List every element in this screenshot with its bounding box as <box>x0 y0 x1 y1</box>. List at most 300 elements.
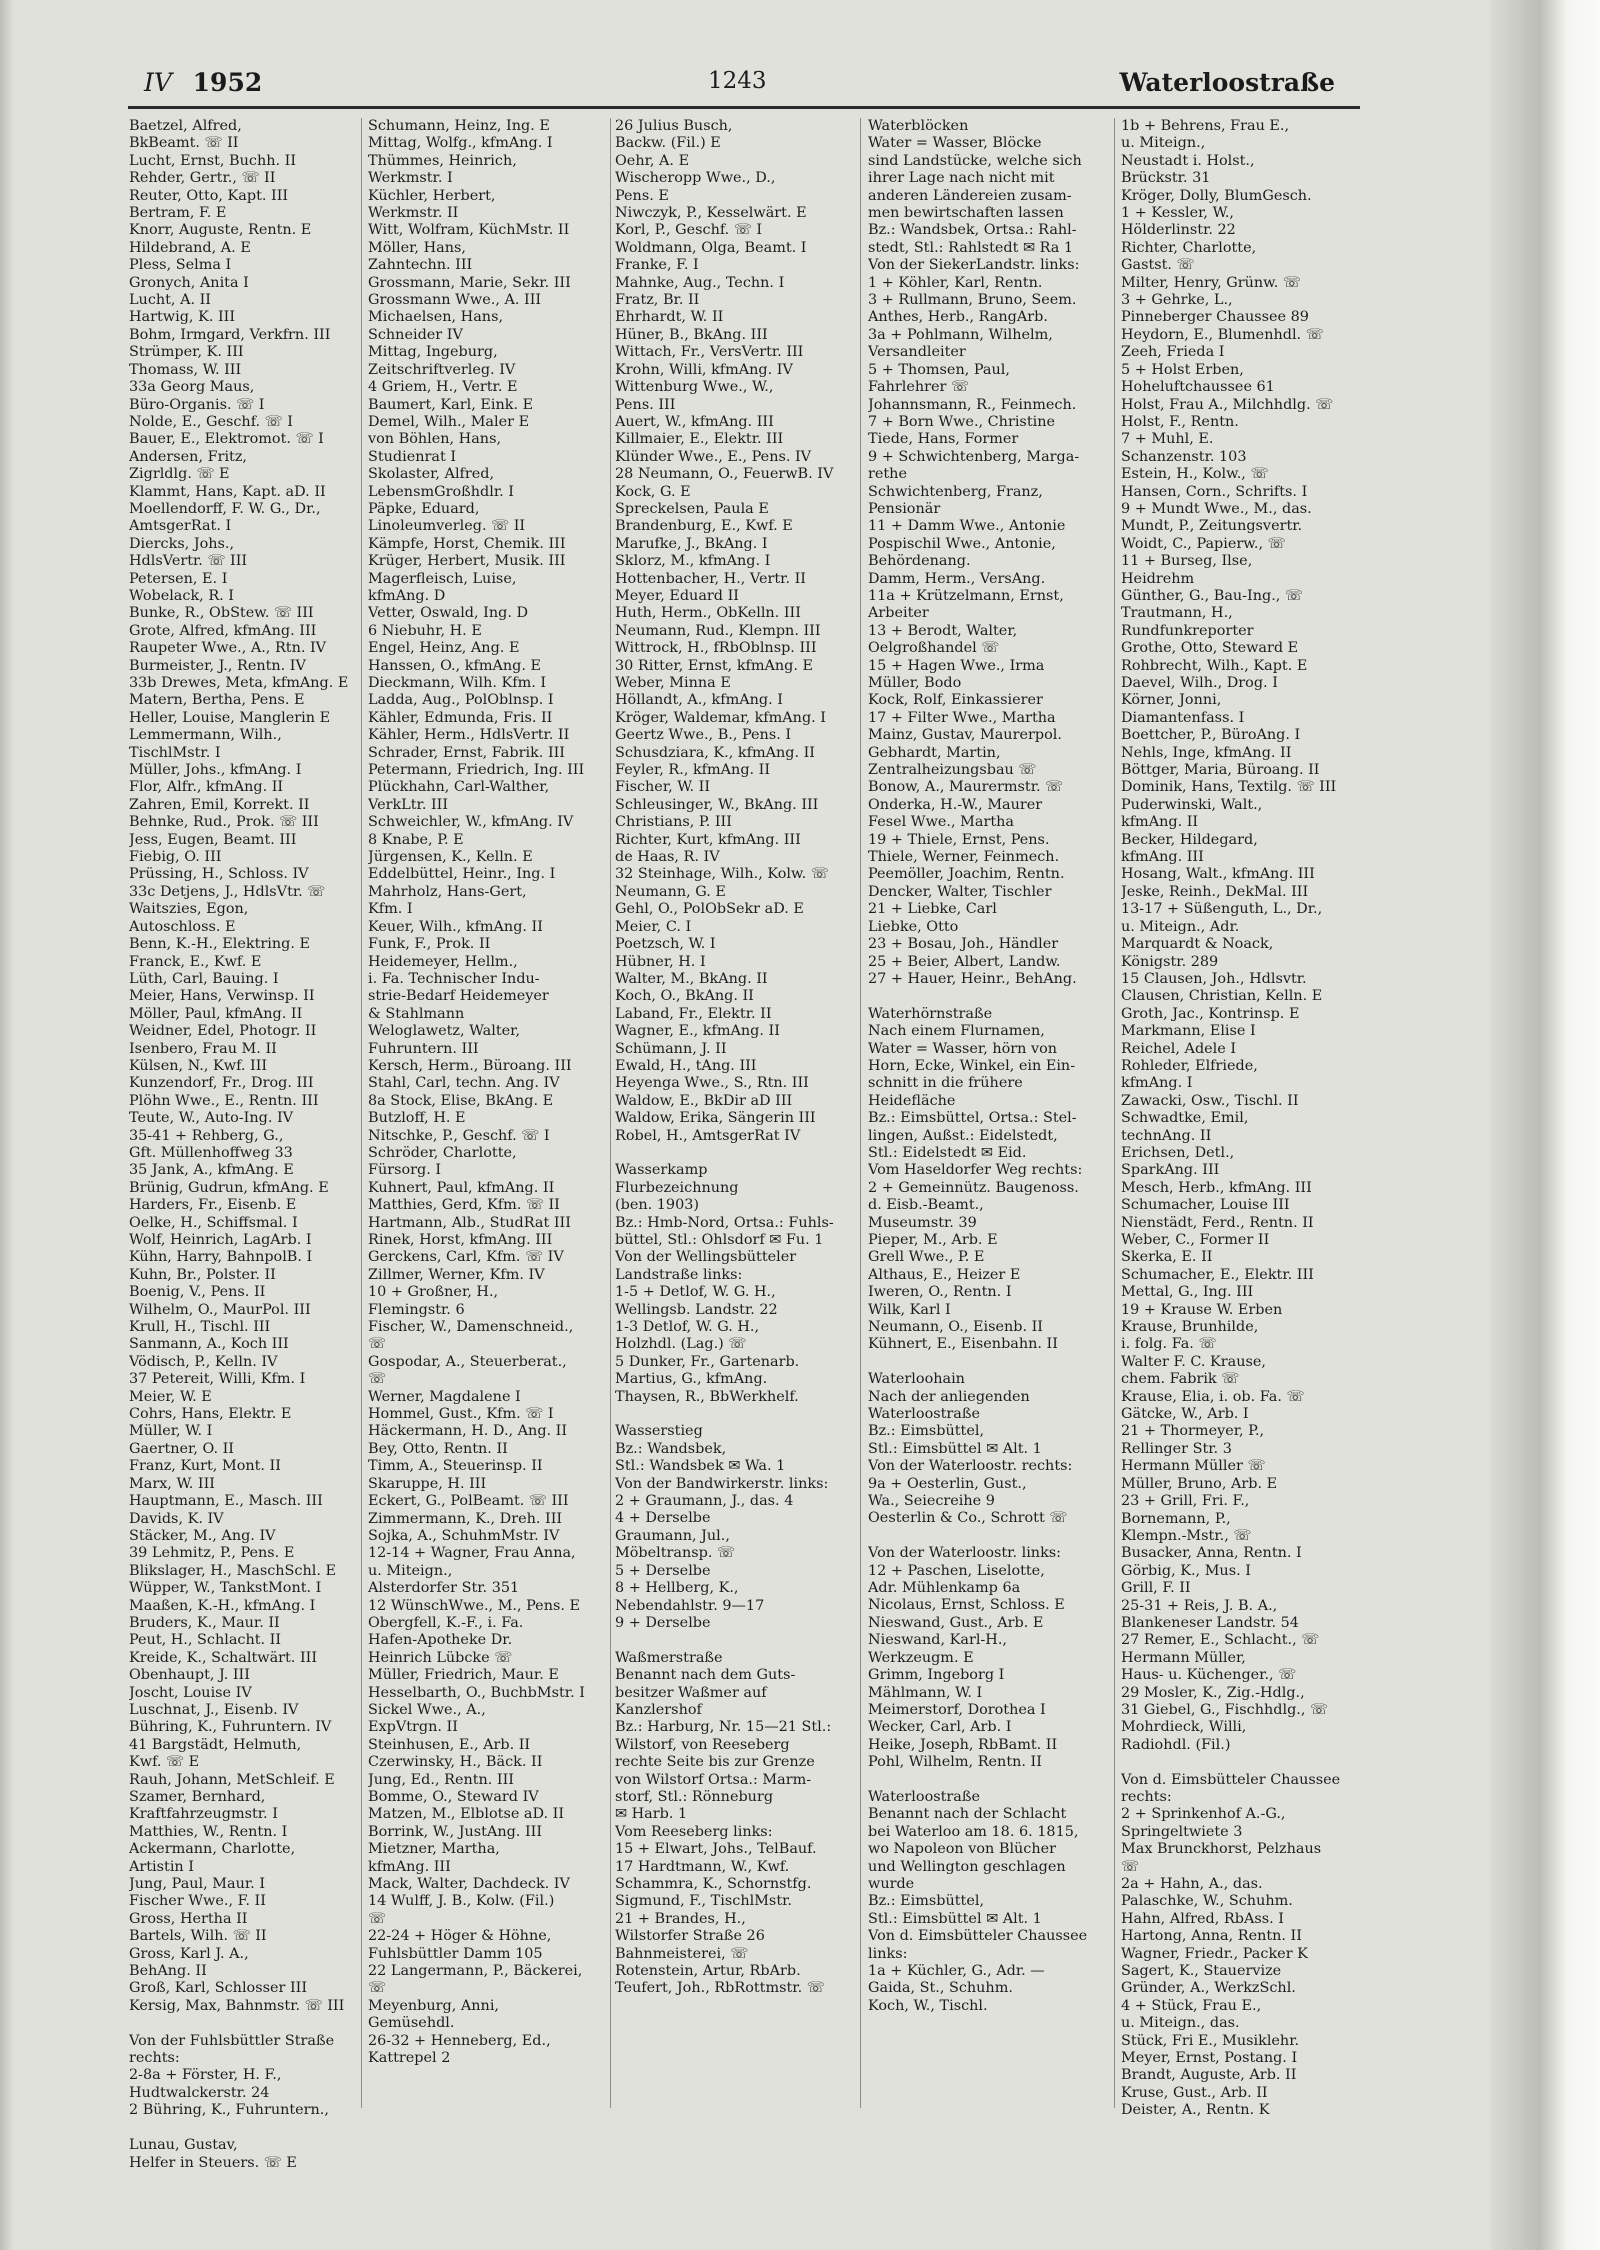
directory-line: Jung, Ed., Rentn. III <box>368 1771 514 1788</box>
directory-line: 25 + Beier, Albert, Landw. <box>868 953 1061 970</box>
directory-line: Lemmermann, Wilh., <box>129 727 282 744</box>
column-divider <box>1114 118 1115 2108</box>
directory-line: Kuhn, Br., Polster. II <box>129 1266 276 1283</box>
directory-line: Mundt, P., Zeitungsvertr. <box>1121 518 1303 535</box>
directory-line: Butzloff, H. E <box>368 1110 466 1127</box>
directory-line: Isenbero, Frau M. II <box>129 1040 277 1057</box>
directory-line: Von d. Eimsbütteler Chaussee <box>1121 1771 1341 1788</box>
directory-line: Wilstorf, von Reeseberg <box>615 1736 790 1753</box>
directory-line: Marufke, J., BkAng. I <box>615 535 768 552</box>
directory-line: Petersen, E. I <box>129 570 228 587</box>
directory-line: Klempn.-Mstr., ☏ <box>1121 1527 1252 1544</box>
directory-line: Reichel, Adele I <box>1121 1040 1237 1057</box>
directory-line: Wellingsb. Landstr. 22 <box>615 1301 778 1318</box>
directory-line: Fischer Wwe., F. II <box>129 1893 266 1910</box>
directory-line: von Böhlen, Hans, <box>368 431 502 448</box>
directory-line: Skolaster, Alfred, <box>368 466 495 483</box>
directory-line: Oehr, A. E <box>615 152 690 169</box>
directory-line: Pohl, Wilhelm, Rentn. II <box>868 1754 1042 1771</box>
directory-line: Walter F. C. Krause, <box>1121 1353 1266 1370</box>
directory-line <box>1121 1754 1355 1771</box>
directory-line: Dominik, Hans, Textilg. ☏ III <box>1121 779 1337 796</box>
directory-line: kfmAng. III <box>368 1858 451 1875</box>
directory-line: 22 Langermann, P., Bäckerei, <box>368 1963 583 1980</box>
directory-line: Schleusinger, W., BkAng. III <box>615 796 819 813</box>
directory-line: Wecker, Carl, Arb. I <box>868 1719 1012 1736</box>
directory-line: Landstraße links: <box>615 1266 743 1283</box>
directory-line: Möller, Paul, kfmAng. II <box>129 1005 303 1022</box>
directory-line: Water = Wasser, hörn von <box>868 1040 1058 1057</box>
directory-line: 4 + Derselbe <box>615 1510 711 1527</box>
directory-line: Koch, W., Tischl. <box>868 1997 988 2014</box>
directory-line: Ewald, H., tAng. III <box>615 1057 757 1074</box>
directory-line: Heinrich Lübcke ☏ <box>368 1649 513 1666</box>
directory-line: wurde <box>868 1875 915 1892</box>
directory-line: Fuhlsbüttler Damm 105 <box>368 1945 543 1962</box>
directory-line: Killmaier, E., Elektr. III <box>615 431 784 448</box>
directory-line: Skerka, E. II <box>1121 1249 1213 1266</box>
directory-line: Heydorn, E., Blumenhdl. ☏ <box>1121 326 1324 343</box>
directory-line: 26 Julius Busch, <box>615 118 733 134</box>
directory-line: AmtsgerRat. I <box>129 518 232 535</box>
header-page-number: 1243 <box>708 68 767 94</box>
directory-column-5 <box>1121 118 1355 2120</box>
directory-line: Wilstorfer Straße 26 <box>615 1928 765 1945</box>
directory-line: 2 + Gemeinnütz. Baugenoss. <box>868 1179 1079 1196</box>
directory-line: Richter, Kurt, kfmAng. III <box>615 831 801 848</box>
directory-line: Stl.: Eidelstedt ✉ Eid. <box>868 1144 1027 1161</box>
directory-line: Keuer, Wilh., kfmAng. II <box>368 918 543 935</box>
directory-line: Krause, Elia, i. ob. Fa. ☏ <box>1121 1388 1305 1405</box>
directory-line: u. Miteign., <box>368 1562 453 1579</box>
directory-line: Grossmann Wwe., A. III <box>368 292 542 309</box>
directory-line: Wittach, Fr., VersVertr. III <box>615 344 804 361</box>
directory-line: Gaertner, O. II <box>129 1440 234 1457</box>
directory-line: Steinhusen, E., Arb. II <box>368 1736 531 1753</box>
directory-line <box>615 1145 851 1162</box>
directory-line: kfmAng. III <box>1121 849 1204 866</box>
directory-line: Benannt nach der Schlacht <box>868 1806 1067 1823</box>
directory-line: Gaida, St., Schuhm. <box>868 1980 1013 1997</box>
directory-line <box>615 1632 851 1649</box>
directory-line: Meyer, Eduard II <box>615 587 739 604</box>
directory-line: Dieckmann, Wilh. Kfm. I <box>368 675 547 691</box>
directory-line: 27 + Hauer, Heinr., BehAng. <box>868 970 1077 987</box>
directory-line: Helfer in Steuers. ☏ E <box>129 2154 297 2171</box>
directory-line <box>615 1406 851 1423</box>
directory-line: 9 + Derselbe <box>615 1614 711 1631</box>
directory-line: 9a + Oesterlin, Gust., <box>868 1475 1027 1492</box>
directory-line: 1-3 Detlof, W. G. H., <box>615 1319 760 1336</box>
directory-line: Gebhardt, Martin, <box>868 744 1001 761</box>
directory-line: Versandleiter <box>868 344 966 361</box>
directory-line: Schumann, Heinz, Ing. E <box>368 118 550 134</box>
directory-line: Franck, E., Kwf. E <box>129 953 262 970</box>
directory-line: Kunzendorf, Fr., Drog. III <box>129 1075 314 1092</box>
directory-line: 31 Giebel, G., Fischhdlg., ☏ <box>1121 1701 1328 1718</box>
directory-line: rechts: <box>129 2050 180 2067</box>
directory-line: Sickel Wwe., A., <box>368 1701 486 1718</box>
directory-line: Büro-Organis. ☏ I <box>129 396 265 413</box>
directory-line: Demel, Wilh., Maler E <box>368 413 530 430</box>
directory-line: 1 + Kessler, W., <box>1121 205 1235 222</box>
directory-line: Krüger, Herbert, Musik. III <box>368 553 566 570</box>
directory-line: Eckert, G., PolBeamt. ☏ III <box>368 1493 569 1510</box>
directory-line: Hesselbarth, O., BuchbMstr. I <box>368 1684 585 1701</box>
directory-line: Jung, Paul, Maur. I <box>129 1876 266 1893</box>
directory-line: Von d. Eimsbütteler Chaussee <box>868 1928 1088 1945</box>
directory-line: 12 + Paschen, Liselotte, <box>868 1562 1045 1579</box>
directory-line: 11 + Damm Wwe., Antonie <box>868 518 1066 535</box>
directory-line: Schröder, Charlotte, <box>368 1144 517 1161</box>
directory-line: 1-5 + Detlof, W. G. H., <box>615 1284 776 1301</box>
directory-line: Grothe, Otto, Steward E <box>1121 640 1299 657</box>
directory-line: Schumacher, E., Elektr. III <box>1121 1266 1314 1283</box>
directory-line: 8 + Hellberg, K., <box>615 1580 739 1597</box>
directory-line: Stäcker, M., Ang. IV <box>129 1527 276 1544</box>
directory-line: Krause, Brunhilde, <box>1121 1319 1259 1336</box>
directory-line: Teufert, Joh., RbRottmstr. ☏ <box>615 1980 825 1997</box>
directory-line: Werkmstr. I <box>368 170 453 187</box>
directory-line: Heike, Joseph, RbBamt. II <box>868 1736 1058 1753</box>
directory-line: Andersen, Fritz, <box>129 448 247 465</box>
directory-line: Richter, Charlotte, <box>1121 239 1257 256</box>
directory-line: 30 Ritter, Ernst, kfmAng. E <box>615 657 814 674</box>
directory-line: 9 + Schwichtenberg, Marga- <box>868 448 1080 465</box>
header-volume: IV <box>144 68 172 97</box>
directory-line: Gehl, O., PolObSekr aD. E <box>615 901 804 918</box>
directory-line: Baumert, Karl, Eink. E <box>368 396 534 413</box>
directory-line: Obenhaupt, J. III <box>129 1667 250 1684</box>
directory-line: Bornemann, P., <box>1121 1510 1231 1527</box>
directory-line: 12 WünschWwe., M., Pens. E <box>368 1597 581 1614</box>
directory-line: Waldow, Erika, Sängerin III <box>615 1110 816 1127</box>
directory-line: Pieper, M., Arb. E <box>868 1231 998 1248</box>
directory-line: Meyenburg, Anni, <box>368 1997 499 2014</box>
directory-line: schnitt in die frühere <box>868 1075 1023 1092</box>
directory-line: Von der Waterloostr. links: <box>868 1545 1062 1562</box>
directory-line: Bz.: Wandsbek, Ortsa.: Rahl- <box>868 222 1077 239</box>
directory-line: 33b Drewes, Meta, kfmAng. E <box>129 675 349 691</box>
directory-line: Jess, Eugen, Beamt. III <box>129 831 297 848</box>
directory-line: Ackermann, Charlotte, <box>129 1841 296 1858</box>
directory-line: Wilk, Karl I <box>868 1301 951 1318</box>
directory-line: Waterloostraße <box>868 1788 980 1805</box>
directory-line: 5 + Holst Erben, <box>1121 361 1244 378</box>
directory-line: 5 + Thomsen, Paul, <box>868 361 1010 378</box>
directory-line: Hermann Müller ☏ <box>1121 1458 1266 1475</box>
directory-line: Luschnat, J., Eisenb. IV <box>129 1701 299 1718</box>
directory-line: Gross, Hertha II <box>129 1910 248 1927</box>
directory-line: Päpke, Eduard, <box>368 500 480 517</box>
directory-line: Skaruppe, H. III <box>368 1475 487 1492</box>
directory-line: Milter, Henry, Grünw. ☏ <box>1121 274 1301 291</box>
directory-line: 3 + Gehrke, L., <box>1121 292 1233 309</box>
directory-line: Bohm, Irmgard, Verkfrn. III <box>129 326 331 343</box>
directory-line: 17 Hardtmann, W., Kwf. <box>615 1858 790 1875</box>
directory-line: kfmAng. D <box>368 587 446 604</box>
directory-line: 26-32 + Henneberg, Ed., <box>368 2032 551 2049</box>
directory-line: Zigrldlg. ☏ E <box>129 466 230 483</box>
directory-line: ✉ Harb. 1 <box>615 1806 688 1823</box>
directory-line: Hommel, Gust., Kfm. ☏ I <box>368 1406 554 1423</box>
directory-line: de Haas, R. IV <box>615 849 720 866</box>
directory-line: Rehder, Gertr., ☏ II <box>129 170 276 187</box>
directory-line: von Wilstorf Ortsa.: Marm- <box>615 1771 812 1788</box>
directory-line: Klammt, Hans, Kapt. aD. II <box>129 483 326 500</box>
directory-line: Joscht, Louise IV <box>129 1684 252 1701</box>
directory-line: Pinneberger Chaussee 89 <box>1121 309 1309 326</box>
directory-line: Sagert, K., Stauervize <box>1121 1963 1282 1980</box>
directory-line: Von der Fuhlsbüttler Straße <box>129 2032 335 2049</box>
directory-line: Brandenburg, E., Kwf. E <box>615 518 793 535</box>
directory-line: Damm, Herm., VersAng. <box>868 570 1046 587</box>
directory-line: Waitszies, Egon, <box>129 901 249 918</box>
directory-line: links: <box>868 1945 908 1962</box>
directory-line: Lunau, Gustav, <box>129 2137 238 2154</box>
directory-line: Moellendorff, F. W. G., Dr., <box>129 500 321 517</box>
directory-line: Koch, O., BkAng. II <box>615 988 754 1005</box>
directory-line: 1a + Küchler, G., Adr. — <box>868 1963 1045 1979</box>
directory-line: Spreckelsen, Paula E <box>615 500 769 517</box>
directory-line: 37 Petereit, Willi, Kfm. I <box>129 1371 306 1388</box>
directory-line: Autoschloss. E <box>129 918 236 935</box>
directory-line: Wasserkamp <box>615 1162 708 1179</box>
directory-line: Neustadt i. Holst., <box>1121 152 1255 169</box>
directory-line: Nieswand, Karl-H., <box>868 1632 1007 1649</box>
directory-line: Blankeneser Landstr. 54 <box>1121 1614 1299 1631</box>
directory-line: Benn, K.-H., Elektring. E <box>129 936 310 953</box>
directory-line: Tiede, Hans, Former <box>868 431 1019 448</box>
directory-line: u. Miteign., das. <box>1121 2015 1240 2032</box>
directory-line: Auert, W., kfmAng. III <box>615 413 774 430</box>
directory-line: Hoheluftchaussee 61 <box>1121 379 1275 396</box>
directory-line: 2a + Hahn, A., das. <box>1121 1876 1263 1893</box>
directory-line: Groth, Jac., Kontrinsp. E <box>1121 1005 1300 1022</box>
directory-line: Erichsen, Detl., <box>1121 1144 1235 1161</box>
directory-line: Kfm. I <box>368 901 413 918</box>
directory-line: kfmAng. II <box>1121 814 1199 831</box>
directory-line: Petermann, Friedrich, Ing. III <box>368 762 585 779</box>
directory-line: Gospodar, A., Steuerberat., <box>368 1353 567 1370</box>
directory-column-4 <box>868 118 1108 2015</box>
directory-line: Böttger, Maria, Büroang. II <box>1121 762 1320 779</box>
directory-line: Heller, Louise, Manglerin E <box>129 709 331 726</box>
directory-line: Kreide, K., Schaltwärt. III <box>129 1649 318 1666</box>
directory-line: 21 + Brandes, H., <box>615 1910 746 1927</box>
directory-line: Martius, G., kfmAng. <box>615 1371 768 1388</box>
directory-line: Markmann, Elise I <box>1121 1023 1256 1040</box>
directory-line: Linoleumverleg. ☏ II <box>368 518 526 535</box>
directory-line: Von der Waterloostr. rechts: <box>868 1458 1073 1475</box>
directory-line: Max Brunckhorst, Pelzhaus <box>1121 1841 1322 1858</box>
directory-line: Flurbezeichnung <box>615 1179 739 1196</box>
directory-line: Teute, W., Auto-Ing. IV <box>129 1110 294 1127</box>
directory-line: Grell Wwe., P. E <box>868 1249 985 1266</box>
directory-line: Wilhelm, O., MaurPol. III <box>129 1301 311 1318</box>
directory-line: Studienrat I <box>368 448 457 465</box>
directory-line: Engel, Heinz, Ang. E <box>368 640 520 657</box>
directory-line: Hosang, Walt., kfmAng. III <box>1121 866 1315 883</box>
directory-line: Busacker, Anna, Rentn. I <box>1121 1545 1302 1562</box>
directory-line: Alsterdorfer Str. 351 <box>368 1580 520 1597</box>
directory-line: Höllandt, A., kfmAng. I <box>615 692 783 709</box>
directory-line: Stl.: Eimsbüttel ✉ Alt. 1 <box>868 1910 1042 1927</box>
directory-line: Nolde, E., Geschf. ☏ I <box>129 413 293 430</box>
directory-line: Timm, A., Steuerinsp. II <box>368 1458 543 1475</box>
directory-line: Zawacki, Osw., Tischl. II <box>1121 1092 1299 1109</box>
directory-line: Robel, H., AmtsgerRat IV <box>615 1127 801 1144</box>
directory-line: Mahnke, Aug., Techn. I <box>615 274 785 291</box>
directory-line: und Wellington geschlagen <box>868 1858 1066 1875</box>
directory-line: Oesterlin & Co., Schrott ☏ <box>868 1510 1068 1527</box>
directory-line: Palaschke, W., Schuhm. <box>1121 1893 1293 1910</box>
directory-line: Szamer, Bernhard, <box>129 1789 266 1805</box>
directory-line <box>868 1354 1108 1371</box>
directory-line: Graumann, Jul., <box>615 1527 730 1544</box>
directory-line: Franke, F. I <box>615 257 699 274</box>
directory-line: Iweren, O., Rentn. I <box>868 1284 1012 1301</box>
directory-line: Poetzsch, W. I <box>615 936 716 953</box>
directory-line: Schrader, Ernst, Fabrik. III <box>368 744 565 761</box>
directory-line: Sanmann, A., Koch III <box>129 1336 289 1353</box>
directory-line: Harders, Fr., Eisenb. E <box>129 1197 297 1214</box>
directory-line: Heidemeyer, Hellm., <box>368 953 518 970</box>
directory-line: Haus- u. Küchenger., ☏ <box>1121 1667 1297 1684</box>
directory-line: Raupeter Wwe., A., Rtn. IV <box>129 640 327 657</box>
directory-line <box>868 1772 1108 1789</box>
directory-line: Mettal, G., Ing. III <box>1121 1284 1254 1301</box>
directory-line: Matthies, W., Rentn. I <box>129 1823 288 1840</box>
directory-line: Meimerstorf, Dorothea I <box>868 1701 1046 1718</box>
directory-line: Schweichler, W., kfmAng. IV <box>368 814 574 831</box>
directory-line: Trautmann, H., <box>1121 605 1233 622</box>
directory-line: Cohrs, Hans, Elektr. E <box>129 1406 292 1423</box>
directory-line: Funk, F., Prok. II <box>368 936 491 953</box>
directory-line: Boettcher, P., BüroAng. I <box>1121 727 1301 744</box>
directory-line: men bewirtschaften lassen <box>868 205 1064 222</box>
directory-line: Zeitschriftverleg. IV <box>368 361 516 378</box>
directory-line: Nebendahlstr. 9—17 <box>615 1597 765 1614</box>
directory-line: 25-31 + Reis, J. B. A., <box>1121 1597 1278 1614</box>
directory-line: Kersig, Max, Bahnmstr. ☏ III <box>129 1997 345 2014</box>
directory-line: Groß, Karl, Schlosser III <box>129 1980 308 1997</box>
directory-line: Horn, Ecke, Winkel, ein Ein- <box>868 1057 1076 1074</box>
directory-line: 4 + Stück, Frau E., <box>1121 1997 1262 2014</box>
directory-line: Jürgensen, K., Kelln. E <box>368 849 533 866</box>
directory-line: Backw. (Fil.) E <box>615 135 721 152</box>
directory-line: Külsen, N., Kwf. III <box>129 1057 268 1074</box>
directory-line: 27 Remer, E., Schlacht., ☏ <box>1121 1632 1320 1649</box>
directory-line: Müller, Bodo <box>868 675 962 691</box>
directory-line: Grimm, Ingeborg I <box>868 1667 1005 1684</box>
directory-line: Matzen, M., Elblotse aD. II <box>368 1806 565 1823</box>
directory-line: Ehrhardt, W. II <box>615 309 724 326</box>
directory-line: ☏ <box>368 1371 386 1388</box>
directory-line: Fischer, W. II <box>615 779 711 796</box>
directory-line: Plöhn Wwe., E., Rentn. III <box>129 1092 319 1109</box>
directory-line: Behnke, Rud., Prok. ☏ III <box>129 814 319 831</box>
directory-line: Bartels, Wilh. ☏ II <box>129 1928 267 1945</box>
directory-line: Schumacher, Louise III <box>1121 1197 1290 1214</box>
directory-line: Arbeiter <box>868 605 929 622</box>
directory-line: Mählmann, W. I <box>868 1684 983 1701</box>
directory-line: 28 Neumann, O., FeuerwB. IV <box>615 466 834 483</box>
directory-line: Korl, P., Geschf. ☏ I <box>615 222 763 239</box>
directory-line: Clausen, Christian, Kelln. E <box>1121 988 1323 1005</box>
directory-line: Hauptmann, E., Masch. III <box>129 1493 323 1510</box>
directory-line: 33c Detjens, J., HdlsVtr. ☏ <box>129 883 326 900</box>
directory-line: Niwczyk, P., Kesselwärt. E <box>615 205 807 222</box>
directory-line: Fratz, Br. II <box>615 292 700 309</box>
directory-line: Artistin I <box>129 1858 194 1875</box>
directory-line: Mahrholz, Hans-Gert, <box>368 883 527 900</box>
directory-line: rechts: <box>1121 1788 1172 1805</box>
directory-line: Bz.: Wandsbek, <box>615 1440 727 1457</box>
directory-line: Mainz, Gustav, Maurerpol. <box>868 727 1062 744</box>
directory-line: Stl.: Wandsbek ✉ Wa. 1 <box>615 1458 786 1475</box>
directory-line: strie-Bedarf Heidemeyer <box>368 988 549 1005</box>
directory-line: Waterloohain <box>868 1371 965 1388</box>
directory-line: Vödisch, P., Kelln. IV <box>129 1353 278 1370</box>
directory-line: Hölderlinstr. 22 <box>1121 222 1236 239</box>
directory-line: 33a Georg Maus, <box>129 379 255 396</box>
directory-line: Flor, Alfr., kfmAng. II <box>129 779 284 796</box>
directory-line: Bz.: Hmb-Nord, Ortsa.: Fuhls- <box>615 1214 834 1231</box>
directory-line: Hahn, Alfred, RbAss. I <box>1121 1910 1284 1927</box>
directory-line: Möbeltransp. ☏ <box>615 1545 735 1562</box>
directory-line: Meier, W. E <box>129 1388 212 1405</box>
directory-line: Pless, Selma I <box>129 257 232 274</box>
directory-line: Werkmstr. II <box>368 205 459 222</box>
directory-line: Waterhörnstraße <box>868 1005 993 1022</box>
directory-line: Walter, M., BkAng. II <box>615 970 768 987</box>
directory-line: Mittag, Wolfg., kfmAng. I <box>368 135 553 152</box>
directory-line: 39 Lehmitz, P., Pens. E <box>129 1545 295 1562</box>
directory-line: Rundfunkreporter <box>1121 622 1254 639</box>
directory-line: Eddelbüttel, Heinr., Ing. I <box>368 866 556 883</box>
directory-line: Nienstädt, Ferd., Rentn. II <box>1121 1214 1314 1231</box>
directory-line: Werkzeugm. E <box>868 1649 974 1666</box>
directory-line: Müller, Friedrich, Maur. E <box>368 1667 559 1684</box>
directory-column-2 <box>368 118 604 2068</box>
directory-line: Von der Bandwirkerstr. links: <box>615 1475 829 1492</box>
directory-line: 4 Griem, H., Vertr. E <box>368 379 518 396</box>
directory-line: Rotenstein, Artur, RbArb. <box>615 1963 801 1980</box>
directory-line: Daevel, Wilh., Drog. I <box>1121 675 1278 691</box>
directory-line: Strümper, K. III <box>129 344 244 361</box>
directory-line: Hafen-Apotheke Dr. <box>368 1632 513 1649</box>
directory-line <box>868 988 1108 1005</box>
directory-line: Hartmann, Alb., StudRat III <box>368 1214 571 1231</box>
directory-line: Mietzner, Martha, <box>368 1841 500 1858</box>
directory-line: Gemüsehdl. <box>368 2015 455 2032</box>
directory-line: 7 + Muhl, E. <box>1121 431 1214 448</box>
directory-line: Meier, C. I <box>615 918 692 935</box>
directory-line: büttel, Stl.: Ohlsdorf ✉ Fu. 1 <box>615 1231 824 1248</box>
directory-line: Neumann, O., Eisenb. II <box>868 1319 1043 1336</box>
directory-line: Zahntechn. III <box>368 257 473 274</box>
directory-line: 9 + Mundt Wwe., M., das. <box>1121 500 1312 517</box>
directory-line: Brünig, Gudrun, kfmAng. E <box>129 1179 329 1196</box>
directory-line: wo Napoleon von Blücher <box>868 1841 1057 1858</box>
directory-line <box>129 2120 355 2137</box>
directory-line: 15 + Elwart, Johs., TelBauf. <box>615 1841 817 1858</box>
directory-line: Sigmund, F., TischlMstr. <box>615 1893 792 1910</box>
directory-line: Pens. III <box>615 396 676 413</box>
header-street-name: Waterloostraße <box>1119 68 1335 97</box>
column-divider <box>361 118 362 2108</box>
